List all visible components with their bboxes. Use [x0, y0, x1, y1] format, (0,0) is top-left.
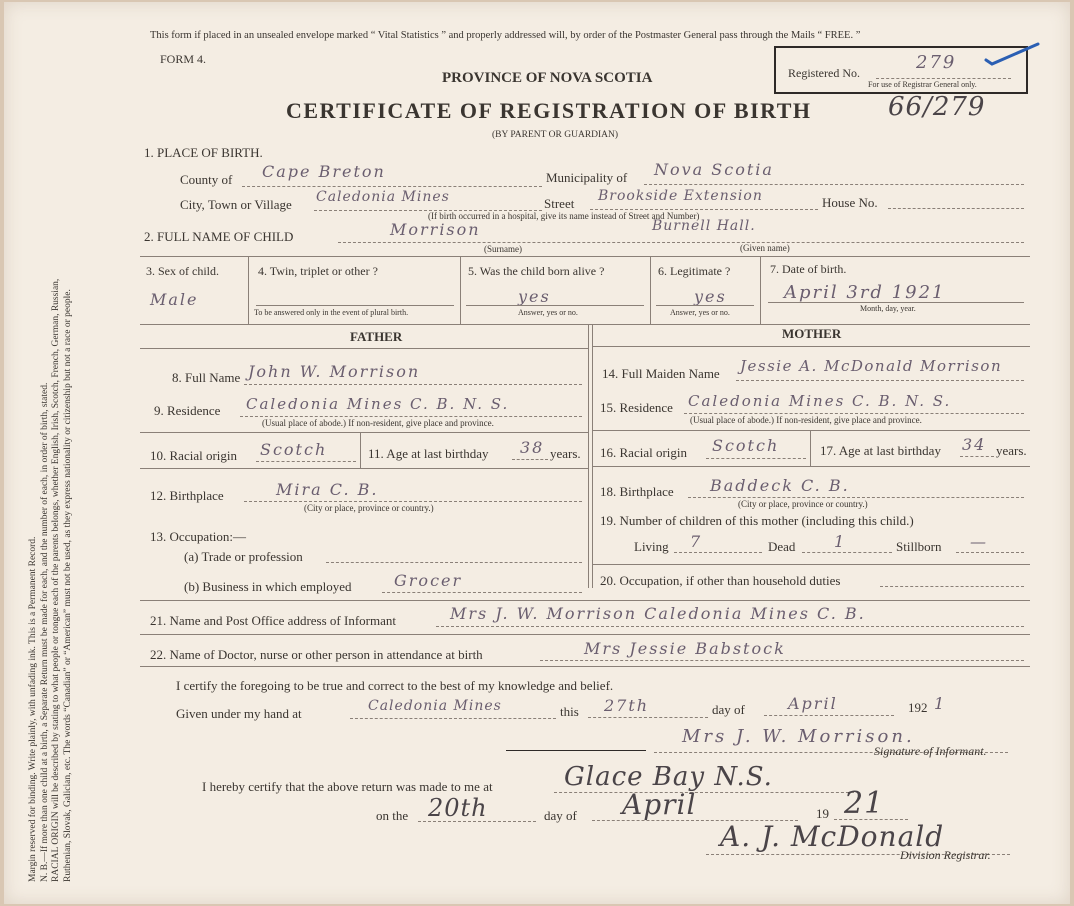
mother-residence-note: (Usual place of abode.) If non-resident, give place and province.	[690, 415, 922, 425]
form-number: FORM 4.	[160, 52, 207, 66]
father-name-value: John W. Morrison	[248, 362, 421, 381]
municipality-label: Municipality of	[546, 170, 628, 185]
side-note-4: Ruthenian, Slovak, Galician, etc. The words “Canadian” or “American” must not be used, as they express nationality or citizenship but not a race or people.	[62, 289, 73, 882]
mother-age-label: 17. Age at last birthday	[820, 443, 941, 458]
city-value: Caledonia Mines	[316, 189, 450, 205]
legitimate-note: Answer, yes or no.	[670, 308, 730, 317]
mother-heading: MOTHER	[782, 326, 842, 341]
municipality-value: Nova Scotia	[654, 160, 774, 179]
father-racial-label: 10. Racial origin	[150, 448, 238, 463]
registered-value: 279	[916, 52, 957, 73]
dead-value: 1	[834, 532, 847, 551]
father-years: years.	[550, 446, 581, 461]
sex-label: 3. Sex of child.	[146, 264, 219, 278]
check-mark-icon	[982, 42, 1042, 66]
given-month: April	[788, 694, 838, 713]
given-label: Given under my hand at	[176, 706, 302, 721]
dead-label: Dead	[768, 539, 796, 554]
place-of-birth-label: 1. PLACE OF BIRTH.	[144, 145, 263, 160]
stillborn-value: —	[970, 532, 988, 551]
given-place: Caledonia Mines	[368, 698, 502, 714]
mother-birthplace-note: (City or place, province or country.)	[738, 499, 868, 509]
province-heading: PROVINCE OF NOVA SCOTIA	[442, 70, 653, 86]
mother-residence-value: Caledonia Mines C. B. N. S.	[688, 392, 952, 410]
side-note-1: Margin reserved for binding. Write plainly, with unfading ink. This is a Permanent Record.	[28, 536, 38, 882]
mother-name-label: 14. Full Maiden Name	[602, 366, 720, 381]
mother-birthplace-label: 18. Birthplace	[600, 484, 674, 499]
registrar-year-prefix: 19	[816, 806, 829, 821]
certificate-subtitle: (BY PARENT OR GUARDIAN)	[492, 130, 619, 140]
registrar-place: Glace Bay N.S.	[564, 762, 773, 792]
given-day-of-label: day of	[712, 702, 745, 717]
child-surname-value: Morrison	[390, 220, 481, 239]
mother-racial-label: 16. Racial origin	[600, 445, 688, 460]
sex-value: Male	[150, 290, 199, 309]
side-notes	[28, 22, 74, 882]
street-value: Brookside Extension	[598, 188, 763, 204]
mother-age-value: 34	[962, 435, 987, 454]
county-value: Cape Breton	[262, 162, 386, 181]
child-given-value: Burnell Hall.	[652, 218, 756, 234]
father-business-label: (b) Business in which employed	[184, 579, 352, 594]
legitimate-value: yes	[694, 287, 727, 306]
mother-racial-value: Scotch	[712, 436, 780, 455]
mother-occupation-label: 20. Occupation, if other than household duties	[600, 573, 841, 588]
date-label: 7. Date of birth.	[770, 262, 847, 276]
alive-value: yes	[518, 287, 551, 306]
father-business-value: Grocer	[394, 571, 463, 590]
given-year-prefix: 192	[908, 700, 928, 715]
alive-note: Answer, yes or no.	[518, 308, 578, 317]
registrar-signature: A. J. McDonald	[720, 820, 945, 853]
hospital-note: (If birth occurred in a hospital, give its name instead of Street and Number)	[428, 211, 700, 221]
father-residence-note: (Usual place of abode.) If non-resident, give place and province.	[262, 418, 494, 428]
informant-signature-caption: Signature of Informant.	[874, 744, 987, 758]
date-note: Month, day, year.	[860, 304, 916, 313]
mail-notice: This form if placed in an unsealed envelope marked “ Vital Statistics ” and properly addressed will, by order of the Postmaster General pass through the Mails “ FREE. ”	[150, 30, 861, 41]
father-birthplace-value: Mira C. B.	[276, 480, 379, 499]
date-value: April 3rd 1921	[784, 282, 946, 303]
side-note-2: N. B.—If more than one child at a birth, a Separate Return must be made for each, and the number of each, in order of birth, stated.	[39, 382, 50, 882]
father-occupation-label: 13. Occupation:—	[150, 529, 247, 544]
mother-birthplace-value: Baddeck C. B.	[710, 476, 850, 495]
mother-residence-label: 15. Residence	[600, 400, 673, 415]
living-label: Living	[634, 539, 669, 554]
registered-label: Registered No.	[788, 66, 860, 80]
father-racial-value: Scotch	[260, 440, 328, 459]
father-birthplace-label: 12. Birthplace	[150, 488, 224, 503]
street-label: Street	[544, 196, 575, 211]
given-caption: (Given name)	[740, 243, 790, 253]
father-name-label: 8. Full Name	[172, 370, 241, 385]
stillborn-label: Stillborn	[896, 539, 942, 554]
father-age-label: 11. Age at last birthday	[368, 446, 489, 461]
informant-signature: Mrs J. W. Morrison.	[682, 726, 915, 747]
informant-label: 21. Name and Post Office address of Informant	[150, 613, 396, 628]
city-label: City, Town or Village	[180, 197, 292, 212]
father-residence-label: 9. Residence	[154, 403, 221, 418]
certify-text: I certify the foregoing to be true and correct to the best of my knowledge and belief.	[176, 678, 614, 693]
father-heading: FATHER	[350, 329, 403, 344]
given-day: 27th	[604, 696, 650, 715]
twin-note: To be answered only in the event of plural birth.	[254, 308, 409, 317]
registrar-year: 21	[844, 786, 885, 821]
county-label: County of	[180, 172, 233, 187]
registrar-use-note: For use of Registrar General only.	[868, 80, 977, 89]
father-birthplace-note: (City or place, province or country.)	[304, 503, 434, 513]
registrar-text: I hereby certify that the above return was made to me at	[202, 779, 493, 794]
father-age-value: 38	[520, 438, 545, 457]
father-trade-label: (a) Trade or profession	[184, 549, 303, 564]
certificate-title: CERTIFICATE OF REGISTRATION OF BIRTH	[286, 98, 812, 123]
mother-name-value: Jessie A. McDonald Morrison	[740, 357, 1003, 375]
registrar-caption: Division Registrar.	[900, 848, 991, 862]
given-year: 1	[934, 694, 947, 713]
file-number: 66/279	[888, 92, 986, 122]
registrar-day: 20th	[428, 794, 488, 822]
side-note-3: RACIAL ORIGIN will be described by stating to what people or tongue each of the parents belongs, whether English, Irish, Scotch, French, German, Russian,	[51, 278, 61, 882]
surname-caption: (Surname)	[484, 244, 522, 254]
attendant-label: 22. Name of Doctor, nurse or other person in attendance at birth	[150, 647, 483, 662]
informant-value: Mrs J. W. Morrison Caledonia Mines C. B.	[450, 604, 866, 623]
alive-label: 5. Was the child born alive ?	[468, 264, 605, 278]
child-name-label: 2. FULL NAME OF CHILD	[144, 229, 294, 244]
on-the-label: on the	[376, 808, 409, 823]
mother-years: years.	[996, 443, 1027, 458]
legitimate-label: 6. Legitimate ?	[658, 264, 731, 278]
father-residence-value: Caledonia Mines C. B. N. S.	[246, 395, 510, 413]
twin-label: 4. Twin, triplet or other ?	[258, 264, 378, 278]
mother-children-label: 19. Number of children of this mother (including this child.)	[600, 513, 914, 528]
living-value: 7	[690, 532, 703, 551]
birth-certificate	[4, 2, 1070, 904]
registrar-day-of-label: day of	[544, 808, 577, 823]
house-label: House No.	[822, 195, 878, 210]
this-label: this	[560, 704, 579, 719]
registrar-month: April	[622, 788, 697, 821]
attendant-value: Mrs Jessie Babstock	[584, 639, 786, 658]
